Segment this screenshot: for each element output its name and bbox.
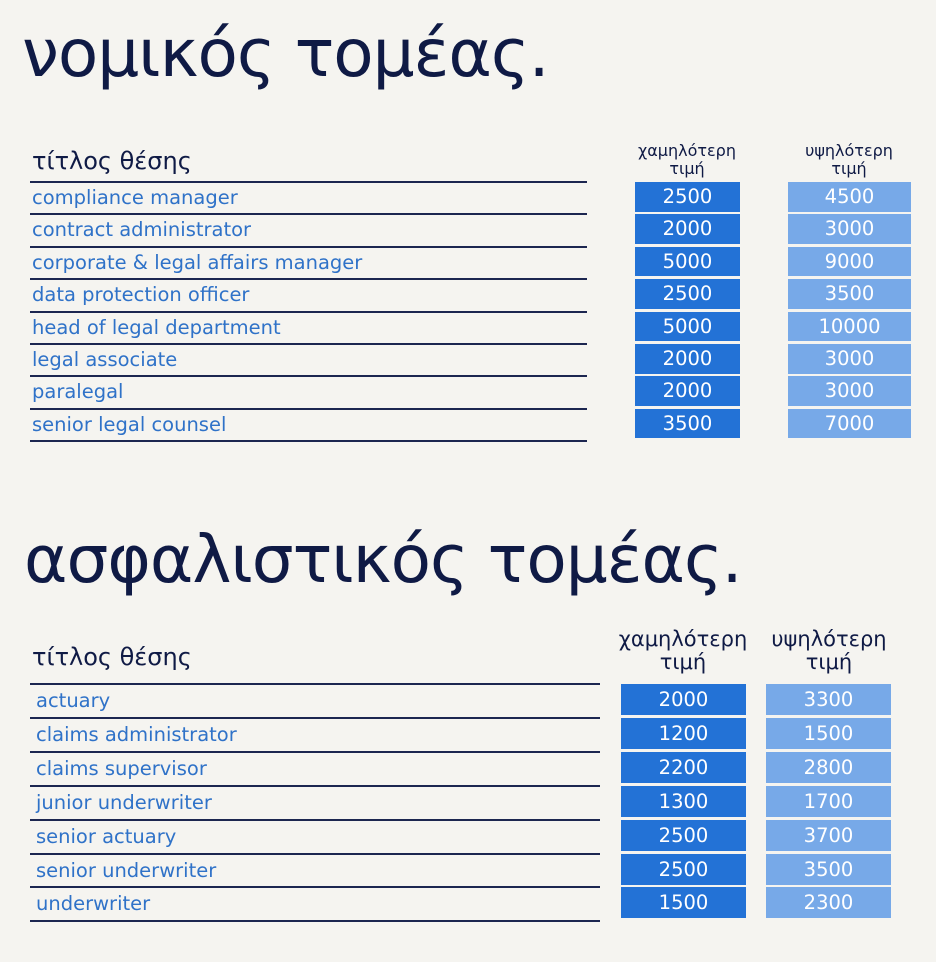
low-value-cell: 2500 <box>635 279 740 309</box>
job-title: claims administrator <box>36 722 237 746</box>
job-title: senior actuary <box>36 824 177 848</box>
low-value-cell: 2000 <box>635 214 740 244</box>
job-title: compliance manager <box>32 186 238 209</box>
high-value-cell: 4500 <box>788 182 911 212</box>
job-title: senior underwriter <box>36 858 217 882</box>
high-value-cell: 1700 <box>766 786 891 817</box>
job-title: corporate & legal affairs manager <box>32 250 363 274</box>
insurance-section-title: ασφαλιστικός τομέας. <box>24 521 742 598</box>
job-title: contract administrator <box>32 218 252 242</box>
low-value-cell: 2000 <box>635 344 740 374</box>
high-value-cell: 3300 <box>766 684 891 715</box>
insurance-header-rule <box>30 683 600 685</box>
legal-job-header: τίτλος θέσης <box>32 147 192 175</box>
low-value-cell: 1200 <box>621 718 746 749</box>
low-value-cell: 2200 <box>621 752 746 783</box>
row-divider <box>30 920 600 922</box>
high-value-cell: 1500 <box>766 718 891 749</box>
job-title: underwriter <box>36 892 151 916</box>
job-title: data protection officer <box>32 283 250 307</box>
insurance-high-header-line1: υψηλότερη <box>771 627 887 651</box>
low-value-cell: 3500 <box>635 409 740 439</box>
high-value-cell: 3000 <box>788 214 911 244</box>
job-title: senior legal counsel <box>32 412 227 436</box>
insurance-job-header: τίτλος θέσης <box>32 643 192 671</box>
high-value-cell: 9000 <box>788 247 911 277</box>
legal-low-header-line2: τιμή <box>669 158 705 178</box>
low-value-cell: 2500 <box>635 182 740 212</box>
legal-low-header-line1: χαμηλότερη <box>638 141 736 160</box>
insurance-low-header-line1: χαμηλότερη <box>618 627 748 651</box>
job-title: legal associate <box>32 348 178 371</box>
insurance-low-header-line2: τιμή <box>659 650 707 675</box>
low-value-cell: 2000 <box>621 684 746 715</box>
job-title: head of legal department <box>32 315 281 339</box>
low-value-cell: 2500 <box>621 820 746 851</box>
high-value-cell: 3000 <box>788 344 911 374</box>
high-value-cell: 3500 <box>788 279 911 309</box>
low-value-cell: 2000 <box>635 376 740 406</box>
high-value-cell: 3700 <box>766 820 891 851</box>
low-value-cell: 5000 <box>635 247 740 277</box>
low-value-cell: 5000 <box>635 312 740 342</box>
job-title: actuary <box>36 689 111 712</box>
high-value-cell: 2300 <box>766 887 891 918</box>
legal-section-title: νομικός τομέας. <box>22 15 549 92</box>
legal-high-header-line1: υψηλότερη <box>805 141 893 160</box>
job-title: junior underwriter <box>36 790 212 814</box>
insurance-high-header <box>762 628 896 674</box>
low-value-cell: 1500 <box>621 887 746 918</box>
insurance-high-header-line2: τιμή <box>805 650 853 675</box>
low-value-cell: 1300 <box>621 786 746 817</box>
legal-high-header-line2: τιμή <box>831 158 867 178</box>
high-value-cell: 3500 <box>766 854 891 885</box>
job-title: claims supervisor <box>36 756 207 780</box>
high-value-cell: 10000 <box>788 312 911 342</box>
high-value-cell: 2800 <box>766 752 891 783</box>
job-title: paralegal <box>32 380 124 404</box>
high-value-cell: 7000 <box>788 409 911 439</box>
insurance-low-header <box>614 628 752 674</box>
low-value-cell: 2500 <box>621 854 746 885</box>
high-value-cell: 3000 <box>788 376 911 406</box>
